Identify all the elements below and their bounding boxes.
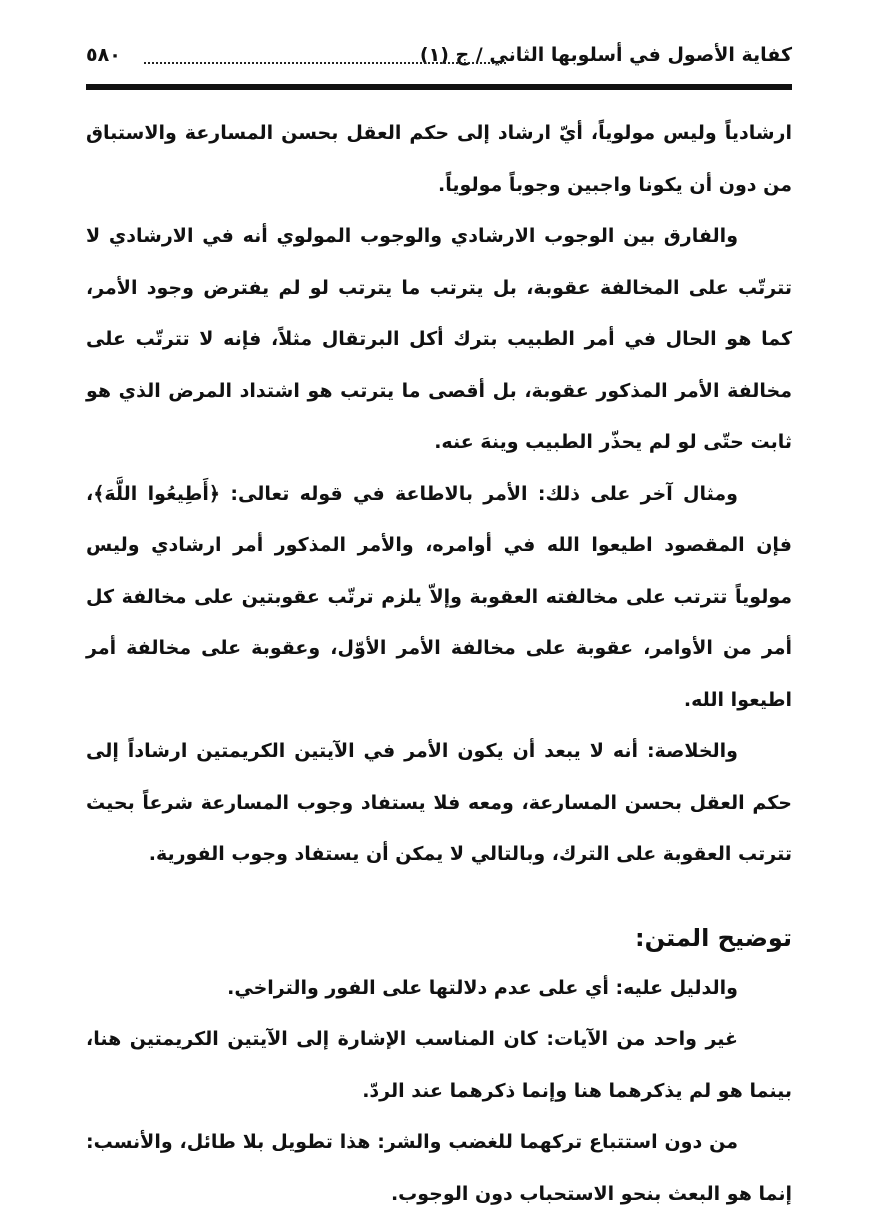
page-header	[86, 40, 792, 76]
paragraph-4: والخلاصة: أنه لا يبعد أن يكون الأمر في الآيتين الكريمتين ارشاداً إلى حكم العقل بحسن المسارعة، ومعه فلا يستفاد وجوب المسارعة شرعاً بحيث تترتب العقوبة على الترك، وبالتالي لا يمكن أن يستفاد وجوب الفورية.	[86, 740, 792, 865]
body-text	[86, 108, 792, 1220]
running-title: كفاية الأصول في أسلوبها الثاني / ج (١)	[419, 44, 792, 66]
section-title: توضيح المتن:	[634, 923, 792, 952]
paragraph-3: ومثال آخر على ذلك: الأمر بالاطاعة في قوله تعالى: ﴿أَطِيعُوا اللَّهَ﴾، فإن المقصود اطيعوا الله في أوامره، والأمر المذكور أمر ارشادي وليس مولوياً تترتب على مخالفته العقوبة وإلاّ يلزم ترتّب عقوبتين على مخالفة كل أمر من الأوامر، عقوبة على مخالفة الأمر الأوّل، وعقوبة على مخالفة أمر اطيعوا الله.	[86, 482, 792, 711]
note-term: من دون استتباع تركهما للغضب والشر:	[377, 1131, 738, 1153]
note-term: والدليل عليه:	[615, 976, 738, 999]
note-text: كان المناسب الإشارة إلى الآيتين الكريمتين هنا، بينما هو لم يذكرهما هنا وإنما ذكرهما عند الردّ.	[86, 1028, 792, 1102]
header-rule	[86, 84, 792, 90]
header-leader-dots	[144, 62, 506, 64]
note-term: غير واحد من الآيات:	[546, 1028, 738, 1050]
note-text: أي على عدم دلالتها على الفور والتراخي.	[227, 976, 616, 999]
paragraph-2: والفارق بين الوجوب الارشادي والوجوب المولوي أنه في الارشادي لا تترتّب على المخالفة عقوبة، بل يترتب ما يترتب لو لم يفترض وجود الأمر، كما هو الحال في أمر الطبيب بترك أكل البرتقال مثلاً، فإنه لا تترتّب على مخالفة الأمر المذكور عقوبة، بل أقصى ما يترتب هو اشتداد المرض الذي هو ثابت حتّى لو لم يحذّر الطبيب وينهَ عنه.	[86, 225, 792, 453]
page-number: ٥٨٠	[86, 44, 121, 66]
note-3	[86, 1117, 792, 1220]
paragraph-1: ارشادياً وليس مولوياً، أيّ ارشاد إلى حكم العقل بحسن المسارعة والاستباق من دون أن يكونا واجبين وجوباً مولوياً.	[86, 122, 792, 196]
note-text: هذا تطويل بلا طائل، والأنسب: إنما هو البعث بنحو الاستحباب دون الوجوب.	[86, 1131, 792, 1205]
note-1	[86, 963, 792, 1015]
note-2	[86, 1014, 792, 1117]
